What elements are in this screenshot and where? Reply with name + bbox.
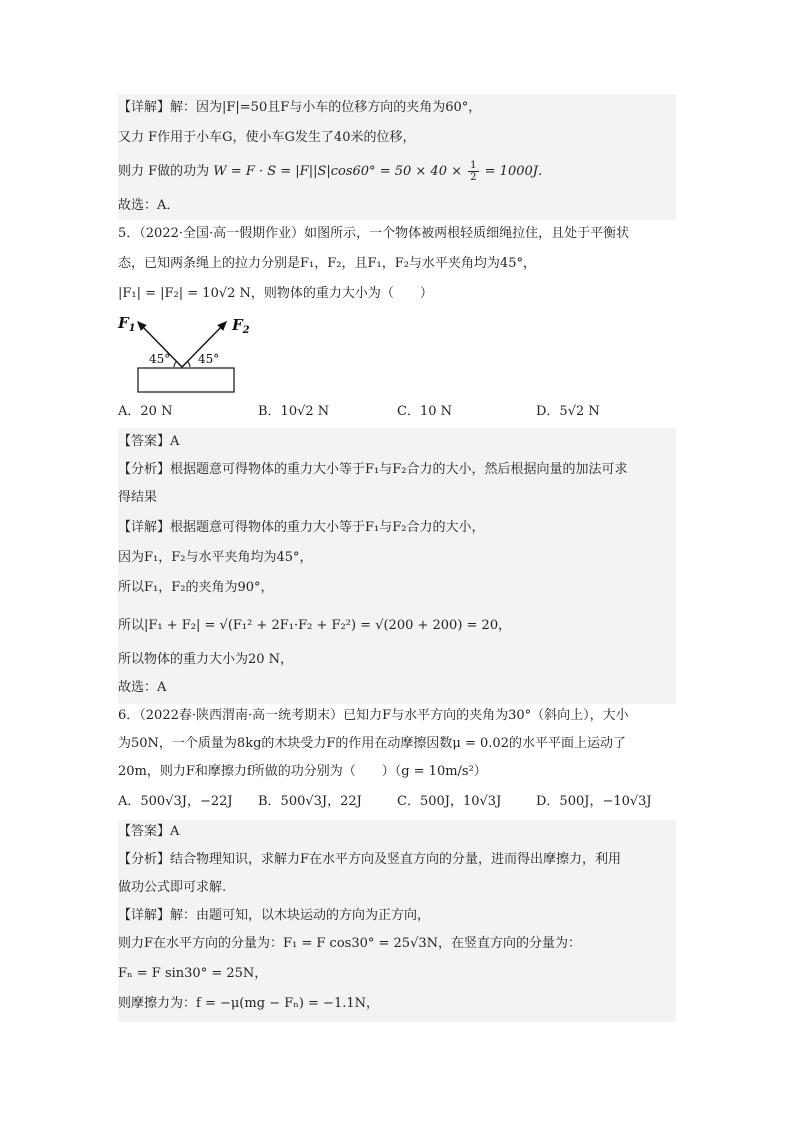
fraction-numerator: 1 (470, 160, 477, 171)
q6-answer: 【答案】A (118, 824, 180, 839)
q4-answer-line: 故选：A． (118, 198, 180, 213)
q5-option-c: C．10 N (397, 404, 452, 419)
fraction-denominator: 2 (470, 172, 477, 183)
q4-work-fraction (468, 160, 478, 183)
f1-label: $F_1$ (118, 314, 136, 334)
q6-detail-line-3: Fₙ = F sin30° = 25N， (118, 966, 268, 981)
q5-detail-line-3: 所以F₁，F₂的夹角为90°， (118, 580, 274, 595)
q5-stem-line-1: 5．（2022·全国·高一假期作业）如图所示，一个物体被两根轻质细绳拉住，且处于平衡状 (118, 226, 630, 241)
q6-detail-line-2: 则力F在水平方向的分量为：F₁ = F cos30° = 25√3N，在竖直方向的分量为： (118, 936, 582, 951)
q5-detail-line-4: 所以|F₁ + F₂| = √(F₁² + 2F₁·F₂ + F₂²) = √(200 + 200) = 20， (118, 618, 512, 633)
f2-label: $F_2$ (232, 316, 250, 336)
q6-analysis-line-2: 做功公式即可求解. (118, 880, 227, 895)
angle-arc-left (174, 362, 177, 368)
q4-work-prefix: 则力 F做的功为 (118, 164, 210, 179)
q5-answer: 【答案】A (118, 434, 180, 449)
q6-option-a: A．500√3J，−22J (118, 794, 233, 809)
angle-arc-right (188, 362, 191, 368)
q6-option-b: B．500√3J，22J (258, 794, 362, 809)
q5-stem-line-3: |F₁| = |F₂| = 10√2 N，则物体的重力大小为（ ） (118, 286, 433, 301)
q4-work-formula: W = F · S = |F||S|cos60° = 50 × 40 × (213, 164, 462, 179)
q5-force-diagram (116, 310, 250, 396)
q4-detail-line-3 (118, 160, 551, 183)
q5-detail-line-1: 【详解】根据题意可得物体的重力大小等于F₁与F₂合力的大小， (118, 520, 485, 535)
q6-stem-line-1: 6．（2022春·陕西渭南·高一统考期末）已知力F与水平方向的夹角为30°（斜向上），大小 (118, 708, 629, 723)
q4-detail-line-2: 又力 F作用于小车G，使小车G发生了40米的位移， (118, 130, 416, 145)
q5-detail-line-6: 故选：A (118, 680, 167, 695)
q5-analysis-line-2: 得结果 (118, 490, 158, 505)
q6-option-d: D．500J，−10√3J (536, 794, 652, 809)
q5-option-d: D．5√2 N (536, 404, 600, 419)
q6-option-c: C．500J，10√3J (397, 794, 502, 809)
q6-analysis-line-1: 【分析】结合物理知识，求解力F在水平方向及竖直方向的分量，进而得出摩擦力，利用 (118, 852, 622, 867)
q5-detail-line-5: 所以物体的重力大小为20 N， (118, 652, 294, 667)
q4-work-result: = 1000J． (484, 164, 551, 179)
q6-detail-line-4: 则摩擦力为：f = −μ(mg − Fₙ) = −1.1N， (118, 996, 380, 1011)
block-object (138, 368, 234, 392)
angle-label-left: 45° (149, 352, 171, 366)
q6-detail-line-1: 【详解】解：由题可知，以木块运动的方向为正方向， (118, 908, 431, 923)
angle-label-right: 45° (198, 352, 220, 366)
q5-option-b: B．10√2 N (258, 404, 330, 419)
q6-stem-line-2: 为50N，一个质量为8kg的木块受力F的作用在动摩擦因数μ = 0.02的水平平面上运动了 (118, 736, 626, 751)
q5-option-a: A．20 N (118, 404, 173, 419)
q5-detail-line-2: 因为F₁，F₂与水平夹角均为45°， (118, 550, 313, 565)
q4-detail-line-1: 【详解】解：因为|F|=50且F与小车的位移方向的夹角为60°， (118, 100, 482, 115)
q5-analysis-line-1: 【分析】根据题意可得物体的重力大小等于F₁与F₂合力的大小，然后根据向量的加法可求 (118, 462, 628, 477)
q5-stem-line-2: 态，已知两条绳上的拉力分别是F₁，F₂，且F₁，F₂与水平夹角均为45°， (118, 256, 536, 271)
q6-stem-line-3: 20m，则力F和摩擦力f所做的功分别为（ ）（g = 10m/s²） (118, 764, 487, 779)
